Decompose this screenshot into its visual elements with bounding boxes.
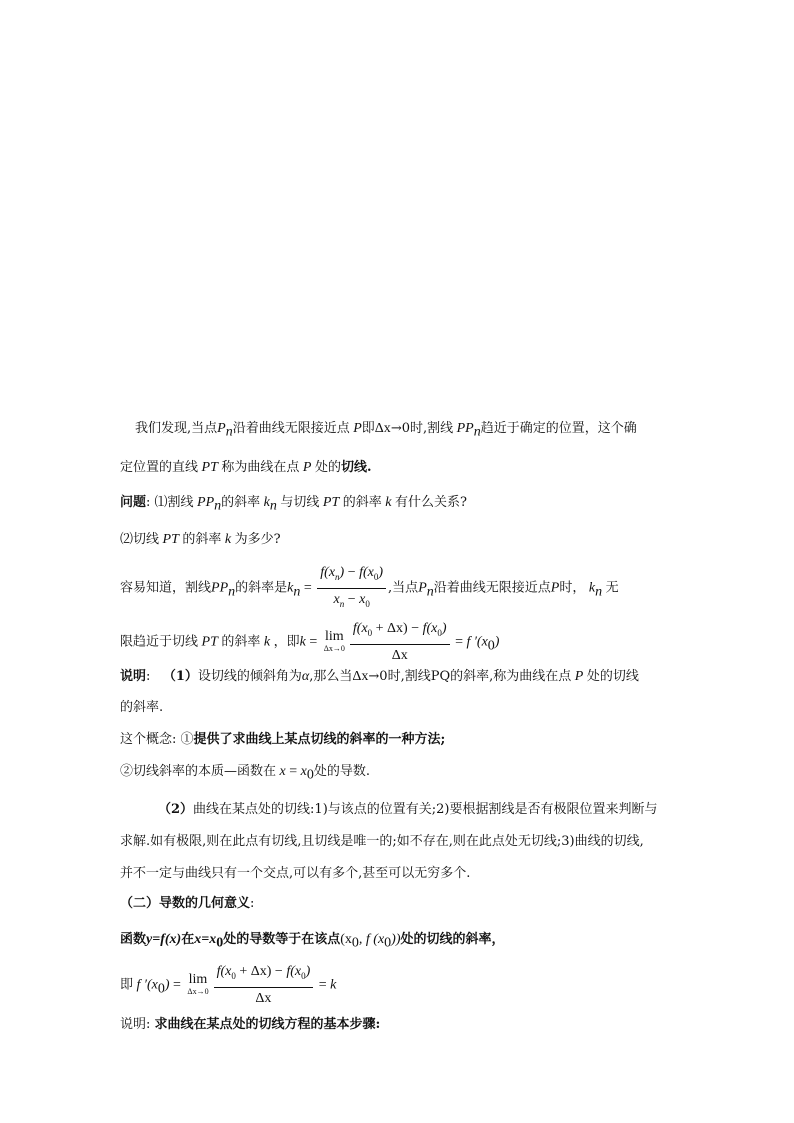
note-line: 说明: （1）设切线的倾斜角为α,那么当Δx→0时,割线PQ的斜率,称为曲线在点 P 处的切线 xyxy=(120,669,639,684)
secant-fraction: $\frac{f(x_n) - f(x_0)}{x_n - x_0}$ xyxy=(317,563,386,614)
definition-line: 函数y=f(x)在$x=x_0$处的导数等于在该点($x_0$, f $(x_0)$)处的切线的斜率， xyxy=(120,932,505,951)
formula-line: 限趋近于切线 PT 的斜率 k ，即k = lim Δx→0 $\frac{f(x_0 + \Delta x) - f(x_0)}{\Delta x}$ = f $'(x_0)$ xyxy=(120,619,774,666)
derivative-fraction: $\frac{f(x_0 + \Delta x) - f(x_0)}{\Delta x}$ xyxy=(350,619,450,666)
concept-line: ②切线斜率的本质—函数在 $x = x_0$处的导数. xyxy=(120,764,370,783)
note-line: 说明: 求曲线在某点处的切线方程的基本步骤: xyxy=(120,1017,381,1032)
question-line: 问题: ⑴割线 $PP_n$的斜率 $k_n$ 与切线 PT 的斜率 k 有什么关系? xyxy=(120,495,467,514)
limit-operator: lim Δx→0 xyxy=(187,972,209,997)
formula-line: 容易知道，割线$PP_n$的斜率是$k_n$ = $\frac{f(x_n) - f(x_0)}{x_n - x_0}$ ,当点$P_n$沿着曲线无限接近点P时， $k_n$ 无 xyxy=(120,563,774,614)
paragraph-line: 求解.如有极限,则在此点有切线,且切线是唯一的;如不存在,则在此点处无切线;3)曲线的切线, xyxy=(120,834,644,849)
paragraph-line: 我们发现,当点$P_n$沿着曲线无限接近点 P即Δx→0时,割线 $PP_n$趋近于确定的位置，这个确 xyxy=(135,421,637,440)
question-line: ⑵切线 PT 的斜率 k 为多少? xyxy=(120,532,281,547)
paragraph-line: 定位置的直线 PT 称为曲线在点 P 处的切线. xyxy=(120,460,372,475)
section-heading: （二）导数的几何意义: xyxy=(120,896,255,911)
paragraph-line: 并不一定与曲线只有一个交点,可以有多个,甚至可以无穷多个. xyxy=(120,866,471,881)
concept-line: 这个概念: ①提供了求曲线上某点切线的斜率的一种方法; xyxy=(120,732,446,747)
paragraph-line: （2）曲线在某点处的切线:1)与该点的位置有关;2)要根据割线是否有极限位置来判断与 xyxy=(158,802,658,817)
derivative-fraction: $\frac{f(x_0 + \Delta x) - f(x_0)}{\Delta x}$ xyxy=(214,962,314,1009)
limit-operator: lim Δx→0 xyxy=(323,629,345,654)
formula-line: 即 f $'(x_0)$ = lim Δx→0 $\frac{f(x_0 + \Delta x) - f(x_0)}{\Delta x}$ = k xyxy=(120,962,774,1009)
note-line: 的斜率. xyxy=(120,700,164,715)
